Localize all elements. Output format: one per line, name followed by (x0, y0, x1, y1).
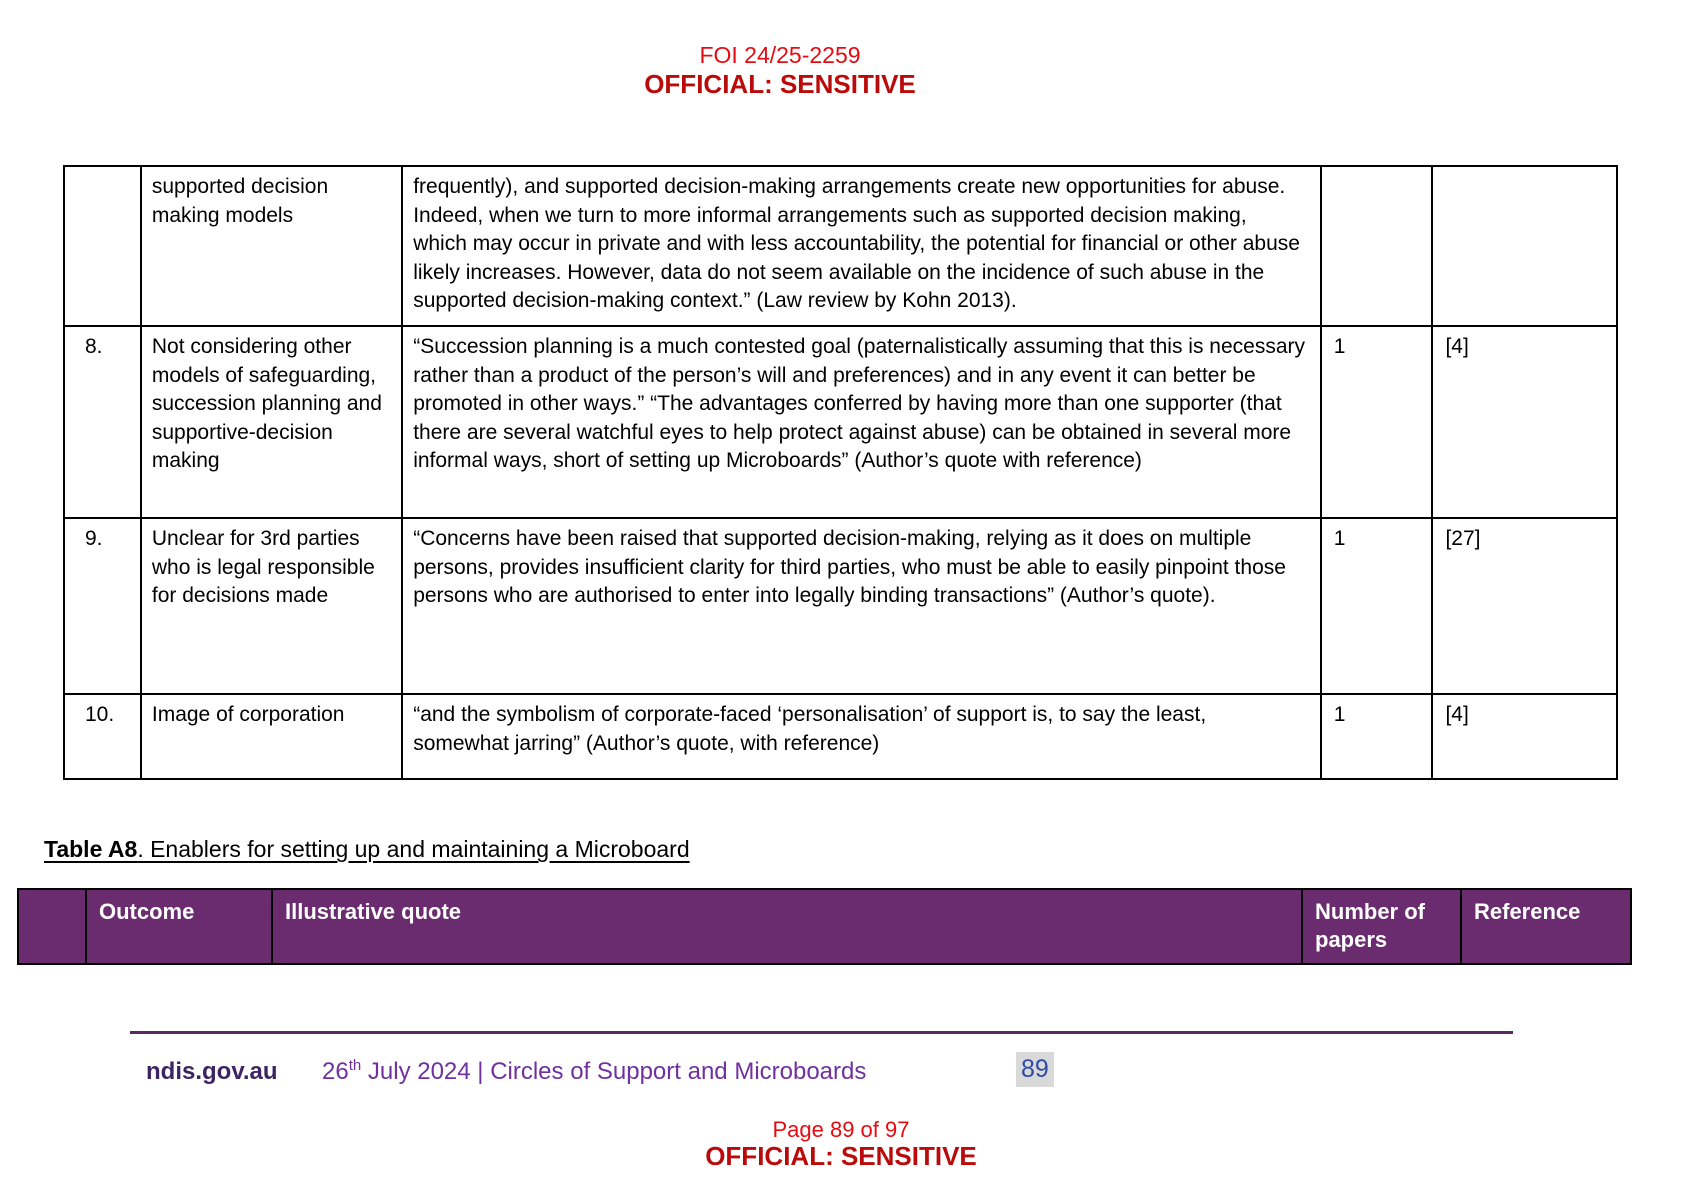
quote-cell: “Concerns have been raised that supported decision-making, relying as it does on multiple persons, provides insufficient clarity for third parties, who must be able to easily pinpoint those persons who are authorised to enter into legally binding transactions” (Author’s quote). (403, 519, 1322, 693)
row-number-cell: 10. (65, 695, 142, 778)
row-number-cell: 8. (65, 327, 142, 517)
footer-rule (130, 1031, 1513, 1034)
table-a8-caption-label: Table A8 (44, 836, 138, 862)
row-number-cell (65, 167, 142, 325)
paper-count-cell: 1 (1322, 327, 1434, 517)
quote-cell: “Succession planning is a much contested goal (paternalistically assuming that this is necessary rather than a product of the person’s will and preferences) and in any event it can better be promoted in other ways.” “The advantages conferred by having more than one supporter (that there are several watchful eyes to help protect against abuse) can be obtained in several more informal ways, short of setting up Microboards” (Author’s quote with reference) (403, 327, 1322, 517)
outcome-cell: Image of corporation (142, 695, 403, 778)
footer-date-day: 26 (322, 1058, 349, 1085)
barriers-table (63, 165, 1618, 780)
outcome-cell: supported decision making models (142, 167, 403, 325)
table-a8-header-row (17, 888, 1632, 965)
footer-page-number-field: 89 (1016, 1052, 1054, 1087)
footer-date-title (322, 1058, 866, 1086)
reference-cell: [4] (1445, 703, 1469, 726)
row-number-cell: 9. (65, 519, 142, 693)
table-row (65, 327, 1616, 519)
classification-banner-top: OFFICIAL: SENSITIVE (644, 69, 916, 99)
footer-site-text: ndis.gov.au (146, 1058, 278, 1085)
reference-cell: [4] (1445, 335, 1469, 358)
header-cell-reference: Reference (1474, 899, 1581, 924)
paper-count-cell: 1 (1322, 519, 1434, 693)
header-cell-empty (19, 890, 87, 963)
quote-cell: “and the symbolism of corporate-faced ‘personalisation’ of support is, to say the least, somewhat jarring” (Author’s quote, with reference) (403, 695, 1322, 778)
foi-reference: FOI 24/25-2259 (699, 42, 861, 68)
table-row (65, 519, 1616, 695)
header-cell-outcome: Outcome (87, 890, 273, 963)
table-row (65, 167, 1616, 327)
classification-banner-bottom: OFFICIAL: SENSITIVE (705, 1141, 977, 1171)
page-header (0, 42, 1560, 99)
outcome-cell: Not considering other models of safeguarding, succession planning and supportive-decision making (142, 327, 403, 517)
page-count-label: Page 89 of 97 (772, 1117, 910, 1142)
table-row (65, 695, 1616, 780)
paper-count-cell (1322, 167, 1434, 325)
table-a8-caption-text: . Enablers for setting up and maintaining a Microboard (137, 836, 690, 862)
footer-date-ordinal: th (348, 1057, 362, 1074)
footer-date-rest: July 2024 | Circles of Support and Microboards (361, 1058, 867, 1085)
reference-cell: [27] (1445, 527, 1481, 550)
outcome-cell: Unclear for 3rd parties who is legal responsible for decisions made (142, 519, 403, 693)
quote-cell: frequently), and supported decision-making arrangements create new opportunities for abuse. Indeed, when we turn to more informal arrangements such as supported decision making, which may occur in private and with less accountability, the potential for financial or other abuse likely increases. However, data do not seem available on the incidence of such abuse in the supported decision-making context.” (Law review by Kohn 2013). (403, 167, 1322, 325)
header-cell-illustrative-quote: Illustrative quote (273, 890, 1303, 963)
header-cell-number-of-papers: Number of papers (1303, 890, 1462, 963)
paper-count-cell: 1 (1322, 695, 1434, 778)
reference-cell (1433, 167, 1616, 325)
table-a8-caption (44, 836, 690, 863)
